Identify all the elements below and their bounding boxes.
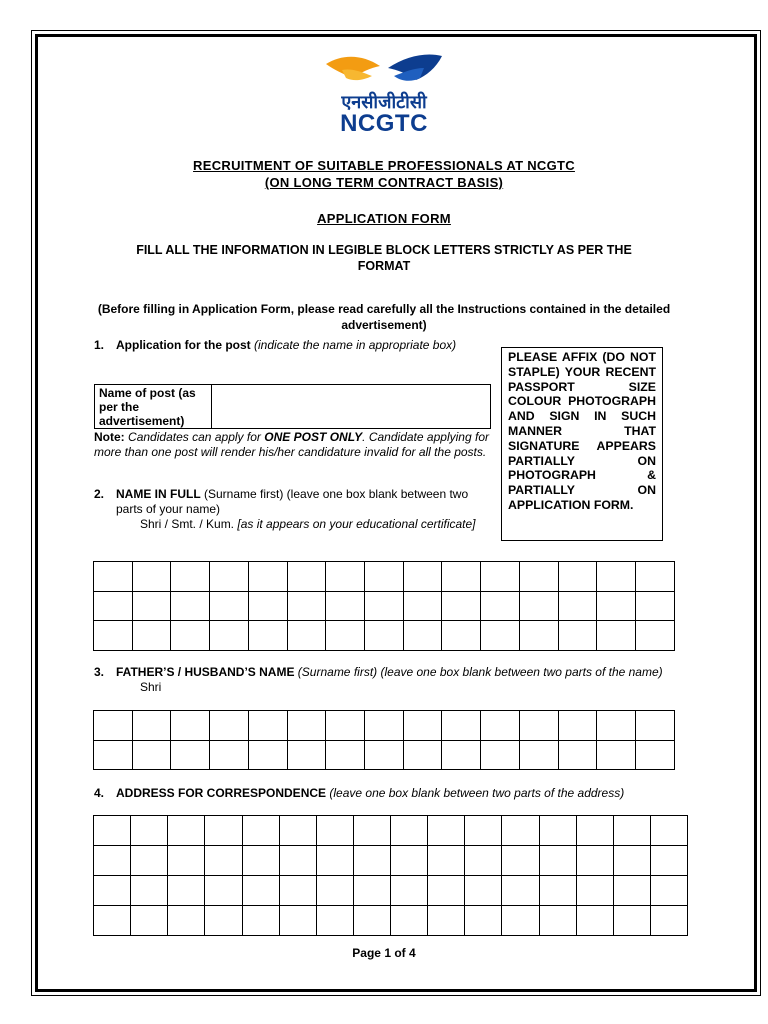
section-2-label: NAME IN FULL <box>116 487 201 501</box>
letter-box[interactable] <box>636 740 675 770</box>
note-text-pre: Candidates can apply for <box>128 430 261 444</box>
letter-box[interactable] <box>287 740 326 770</box>
page-of: of <box>394 946 406 960</box>
letter-box[interactable] <box>365 591 404 621</box>
letter-box[interactable] <box>558 562 597 592</box>
letter-box[interactable] <box>481 562 520 592</box>
letter-box[interactable] <box>391 846 428 876</box>
letter-box[interactable] <box>132 591 171 621</box>
letter-box[interactable] <box>365 621 404 651</box>
letter-box[interactable] <box>519 740 558 770</box>
address-entry-grid <box>93 815 688 936</box>
letter-box[interactable] <box>428 876 465 906</box>
letter-box[interactable] <box>94 876 131 906</box>
letter-box[interactable] <box>650 816 687 846</box>
letter-box[interactable] <box>365 711 404 741</box>
letter-box[interactable] <box>391 906 428 936</box>
letter-box[interactable] <box>131 876 168 906</box>
letter-box[interactable] <box>597 711 636 741</box>
letter-box[interactable] <box>242 846 279 876</box>
letter-box[interactable] <box>248 711 287 741</box>
section-4-heading <box>94 786 674 801</box>
letter-box[interactable] <box>539 846 576 876</box>
letter-box[interactable] <box>519 591 558 621</box>
grid-row <box>94 621 675 651</box>
letter-box[interactable] <box>519 711 558 741</box>
section-3-heading <box>94 665 684 695</box>
letter-box[interactable] <box>279 876 316 906</box>
letter-box[interactable] <box>442 740 481 770</box>
letter-box[interactable] <box>576 816 613 846</box>
letter-box[interactable] <box>465 846 502 876</box>
letter-box[interactable] <box>248 562 287 592</box>
letter-box[interactable] <box>205 816 242 846</box>
section-1-note <box>94 430 489 460</box>
letter-box[interactable] <box>210 711 249 741</box>
page-number <box>0 946 768 960</box>
letter-box[interactable] <box>502 876 539 906</box>
letter-box[interactable] <box>353 906 390 936</box>
letter-box[interactable] <box>242 876 279 906</box>
letter-box[interactable] <box>481 591 520 621</box>
letter-box[interactable] <box>248 591 287 621</box>
letter-box[interactable] <box>94 906 131 936</box>
letter-box[interactable] <box>442 591 481 621</box>
letter-box[interactable] <box>205 846 242 876</box>
letter-box[interactable] <box>636 711 675 741</box>
letter-box[interactable] <box>481 621 520 651</box>
section-2-heading <box>94 487 494 532</box>
letter-box[interactable] <box>391 876 428 906</box>
letter-box[interactable] <box>481 711 520 741</box>
letter-box[interactable] <box>481 740 520 770</box>
hands-bird-icon <box>322 50 446 90</box>
letter-box[interactable] <box>539 876 576 906</box>
note-text-post: . Candidate applying for more than one post will render his/her candidature invalid for all the posts. <box>94 430 489 459</box>
photo-instruction-text: PLEASE AFFIX (DO NOT STAPLE) YOUR RECENT PASSPORT SIZE COLOUR PHOTOGRAPH AND SIGN IN SUCH MANNER THAT SIGNATURE APPEARS PARTIALLY ON PHOTOGRAPH & PARTIALLY ON APPLICATION FORM. <box>508 350 656 512</box>
ncgtc-logo <box>322 50 446 136</box>
letter-box[interactable] <box>539 906 576 936</box>
letter-box[interactable] <box>287 562 326 592</box>
letter-box[interactable] <box>613 816 650 846</box>
page-label: Page <box>352 946 381 960</box>
letter-box[interactable] <box>597 591 636 621</box>
letter-box[interactable] <box>365 740 404 770</box>
letter-box[interactable] <box>171 562 210 592</box>
photo-affix-box <box>501 347 663 541</box>
logo-brand-text: NCGTC <box>340 110 428 137</box>
letter-box[interactable] <box>279 816 316 846</box>
letter-box[interactable] <box>353 876 390 906</box>
letter-box[interactable] <box>558 740 597 770</box>
letter-box[interactable] <box>326 740 365 770</box>
grid-row <box>94 591 675 621</box>
section-1-hint: (indicate the name in appropriate box) <box>254 338 457 352</box>
letter-box[interactable] <box>132 621 171 651</box>
letter-box[interactable] <box>403 711 442 741</box>
letter-box[interactable] <box>576 906 613 936</box>
letter-box[interactable] <box>613 906 650 936</box>
before-filling-note: (Before filling in Application Form, please read carefully all the Instructions contained in the detailed advertisement) <box>97 302 671 332</box>
letter-box[interactable] <box>636 562 675 592</box>
letter-box[interactable] <box>353 816 390 846</box>
grid-row <box>94 846 688 876</box>
letter-box[interactable] <box>287 711 326 741</box>
letter-box[interactable] <box>597 621 636 651</box>
letter-box[interactable] <box>539 816 576 846</box>
letter-box[interactable] <box>326 711 365 741</box>
letter-box[interactable] <box>242 906 279 936</box>
letter-box[interactable] <box>131 846 168 876</box>
letter-box[interactable] <box>168 876 205 906</box>
letter-box[interactable] <box>403 591 442 621</box>
letter-box[interactable] <box>597 562 636 592</box>
letter-box[interactable] <box>519 621 558 651</box>
letter-box[interactable] <box>205 876 242 906</box>
letter-box[interactable] <box>650 846 687 876</box>
section-2-number: 2. <box>94 487 105 501</box>
letter-box[interactable] <box>168 816 205 846</box>
section-3-number: 3. <box>94 665 105 679</box>
letter-box[interactable] <box>210 740 249 770</box>
letter-box[interactable] <box>353 846 390 876</box>
letter-box[interactable] <box>210 621 249 651</box>
letter-box[interactable] <box>316 876 353 906</box>
page-total: 4 <box>409 946 416 960</box>
logo-hindi-text: एनसीजीटीसी <box>341 92 427 113</box>
letter-box[interactable] <box>576 876 613 906</box>
name-entry-grid <box>93 561 675 651</box>
letter-box[interactable] <box>279 906 316 936</box>
letter-box[interactable] <box>391 816 428 846</box>
letter-box[interactable] <box>442 711 481 741</box>
section-2-hint: (Surname first) (leave one box blank between two parts of your name) <box>116 487 469 516</box>
letter-box[interactable] <box>94 562 133 592</box>
letter-box[interactable] <box>171 621 210 651</box>
letter-box[interactable] <box>248 740 287 770</box>
letter-box[interactable] <box>428 846 465 876</box>
letter-box[interactable] <box>465 816 502 846</box>
section-1-label: Application for the post <box>116 338 251 352</box>
letter-box[interactable] <box>132 740 171 770</box>
letter-box[interactable] <box>613 876 650 906</box>
letter-box[interactable] <box>131 906 168 936</box>
note-emphasis: ONE POST ONLY <box>264 430 363 444</box>
fill-instruction: FILL ALL THE INFORMATION IN LEGIBLE BLOCK LETTERS STRICTLY AS PER THE FORMAT <box>136 243 632 273</box>
letter-box[interactable] <box>636 591 675 621</box>
letter-box[interactable] <box>168 846 205 876</box>
grid-row <box>94 711 675 741</box>
grid-row <box>94 562 675 592</box>
letter-box[interactable] <box>403 562 442 592</box>
section-4-label: ADDRESS FOR CORRESPONDENCE <box>116 786 327 800</box>
letter-box[interactable] <box>326 591 365 621</box>
letter-box[interactable] <box>171 740 210 770</box>
letter-box[interactable] <box>403 621 442 651</box>
section-1-heading <box>94 338 484 353</box>
letter-box[interactable] <box>171 591 210 621</box>
letter-box[interactable] <box>326 562 365 592</box>
grid-row <box>94 876 688 906</box>
letter-box[interactable] <box>442 621 481 651</box>
section-4-number: 4. <box>94 786 105 800</box>
letter-box[interactable] <box>205 906 242 936</box>
letter-box[interactable] <box>171 711 210 741</box>
letter-box[interactable] <box>168 906 205 936</box>
letter-box[interactable] <box>613 846 650 876</box>
letter-box[interactable] <box>636 621 675 651</box>
post-name-label: Name of post (as per the advertisement) <box>95 385 212 428</box>
letter-box[interactable] <box>558 591 597 621</box>
grid-row <box>94 816 688 846</box>
letter-box[interactable] <box>210 591 249 621</box>
recruitment-title <box>40 157 728 191</box>
letter-box[interactable] <box>316 906 353 936</box>
letter-box[interactable] <box>597 740 636 770</box>
letter-box[interactable] <box>210 562 249 592</box>
section-2-prefix: Shri / Smt. / Kum. <box>140 517 235 531</box>
letter-box[interactable] <box>242 816 279 846</box>
letter-box[interactable] <box>428 906 465 936</box>
letter-box[interactable] <box>326 621 365 651</box>
letter-box[interactable] <box>94 740 133 770</box>
letter-box[interactable] <box>287 621 326 651</box>
post-name-field[interactable] <box>212 385 490 428</box>
letter-box[interactable] <box>576 846 613 876</box>
letter-box[interactable] <box>365 562 404 592</box>
title-line-2: (ON LONG TERM CONTRACT BASIS) <box>264 175 504 190</box>
letter-box[interactable] <box>519 562 558 592</box>
letter-box[interactable] <box>502 816 539 846</box>
letter-box[interactable] <box>132 711 171 741</box>
letter-box[interactable] <box>248 621 287 651</box>
letter-box[interactable] <box>94 591 133 621</box>
letter-box[interactable] <box>94 816 131 846</box>
grid-row <box>94 740 675 770</box>
section-3-label: FATHER’S / HUSBAND’S NAME <box>116 665 295 679</box>
section-3-prefix: Shri <box>140 680 162 694</box>
section-3-hint: (Surname first) (leave one box blank between two parts of the name) <box>297 665 663 679</box>
letter-box[interactable] <box>94 711 133 741</box>
letter-box[interactable] <box>502 846 539 876</box>
letter-box[interactable] <box>94 621 133 651</box>
letter-box[interactable] <box>650 906 687 936</box>
letter-box[interactable] <box>287 591 326 621</box>
letter-box[interactable] <box>279 846 316 876</box>
letter-box[interactable] <box>558 711 597 741</box>
section-1-number: 1. <box>94 338 105 352</box>
letter-box[interactable] <box>94 846 131 876</box>
letter-box[interactable] <box>442 562 481 592</box>
letter-box[interactable] <box>132 562 171 592</box>
grid-row <box>94 906 688 936</box>
father-husband-name-grid <box>93 710 675 770</box>
letter-box[interactable] <box>316 846 353 876</box>
letter-box[interactable] <box>316 816 353 846</box>
letter-box[interactable] <box>650 876 687 906</box>
note-label: Note: <box>94 430 125 444</box>
section-4-hint: (leave one box blank between two parts of the address) <box>329 786 625 800</box>
section-2-prefix-hint: [as it appears on your educational certificate] <box>237 517 476 531</box>
letter-box[interactable] <box>502 906 539 936</box>
letter-box[interactable] <box>403 740 442 770</box>
letter-box[interactable] <box>465 876 502 906</box>
post-name-table <box>94 384 491 429</box>
letter-box[interactable] <box>465 906 502 936</box>
letter-box[interactable] <box>558 621 597 651</box>
letter-box[interactable] <box>131 816 168 846</box>
letter-box[interactable] <box>428 816 465 846</box>
form-title: APPLICATION FORM <box>317 211 451 226</box>
title-line-1: RECRUITMENT OF SUITABLE PROFESSIONALS AT NCGTC <box>193 158 575 173</box>
page-current: 1 <box>384 946 391 960</box>
